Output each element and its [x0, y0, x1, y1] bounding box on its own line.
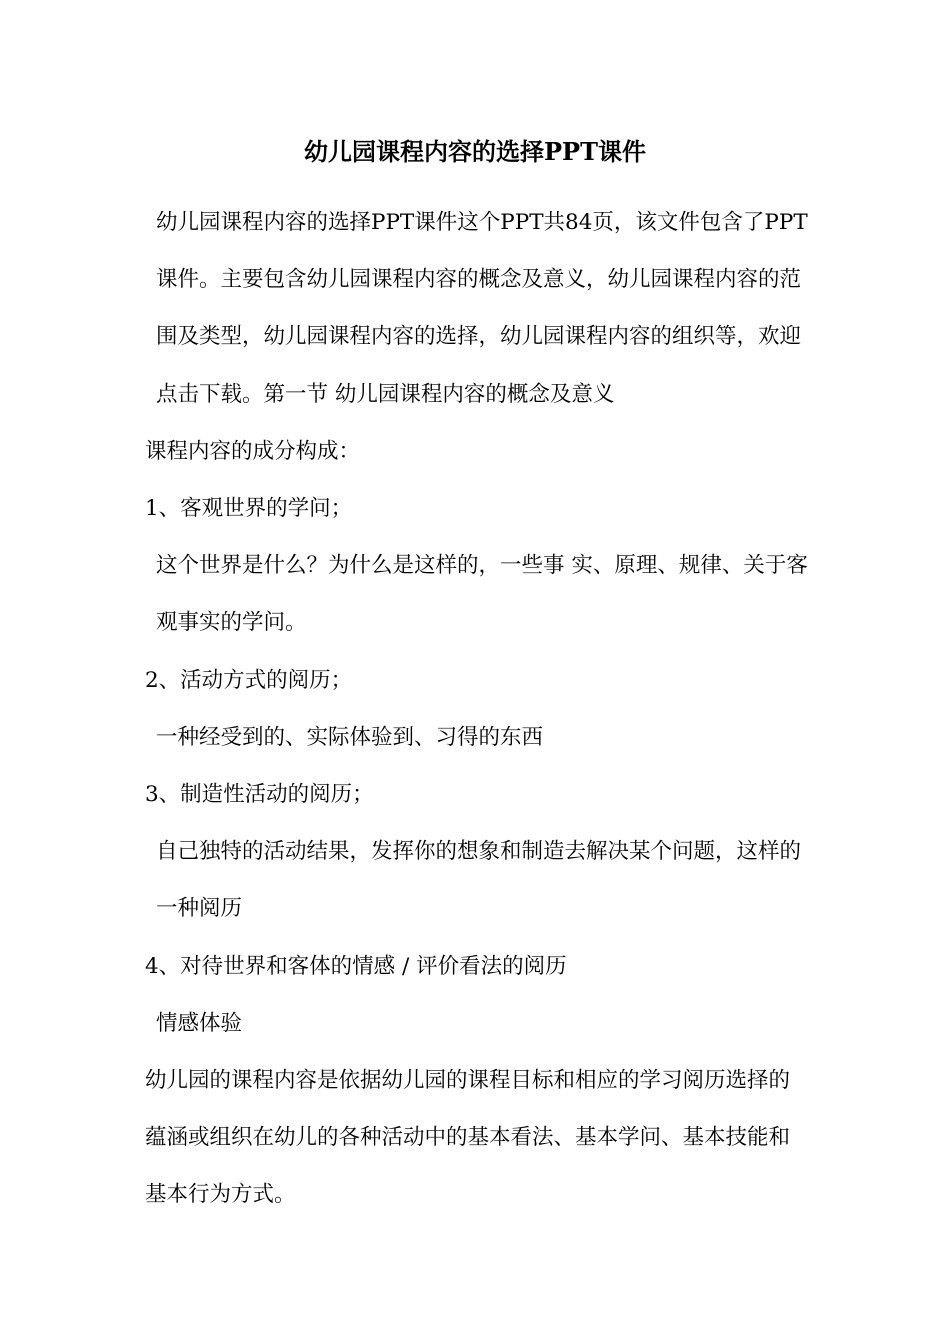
- list-item-heading-3: 3、制造性活动的阅历；: [145, 782, 374, 808]
- document-title: 幼儿园课程内容的选择PPT课件: [304, 137, 646, 166]
- list-item-text-4: 情感体验: [156, 1010, 243, 1036]
- document-body: [145, 194, 810, 1224]
- section-heading: 课程内容的成分构成：: [145, 438, 361, 464]
- definition-paragraph: 幼儿园的课程内容是依据幼儿园的课程目标和相应的学习阅历选择的蕴涵或组织在幼儿的各种活动中的基本看法、基本学问、基本技能和基本行为方式。: [145, 1068, 791, 1208]
- list-item-heading-2: 2、活动方式的阅历；: [145, 667, 353, 693]
- list-item-text-3: 自己独特的活动结果，发挥你的想象和制造去解决某个问题，这样的一种阅历: [156, 839, 802, 922]
- intro-paragraph: 幼儿园课程内容的选择PPT课件这个PPT共84页，该文件包含了PPT课件。主要包含幼儿园课程内容的概念及意义，幼儿园课程内容的范围及类型，幼儿园课程内容的选择，幼儿园课程内容的组织等，欢迎点击下载。第一节 幼儿园课程内容的概念及意义: [156, 210, 808, 407]
- list-item-text-2: 一种经受到的、实际体验到、习得的东西: [156, 724, 544, 750]
- list-item-text-1: 这个世界是什么？为什么是这样的，一些事 实、原理、规律、关于客观事实的学问。: [156, 553, 808, 636]
- list-item-heading-4: 4、对待世界和客体的情感 / 评价看法的阅历: [145, 953, 567, 979]
- list-item-heading-1: 1、客观世界的学问；: [145, 496, 353, 522]
